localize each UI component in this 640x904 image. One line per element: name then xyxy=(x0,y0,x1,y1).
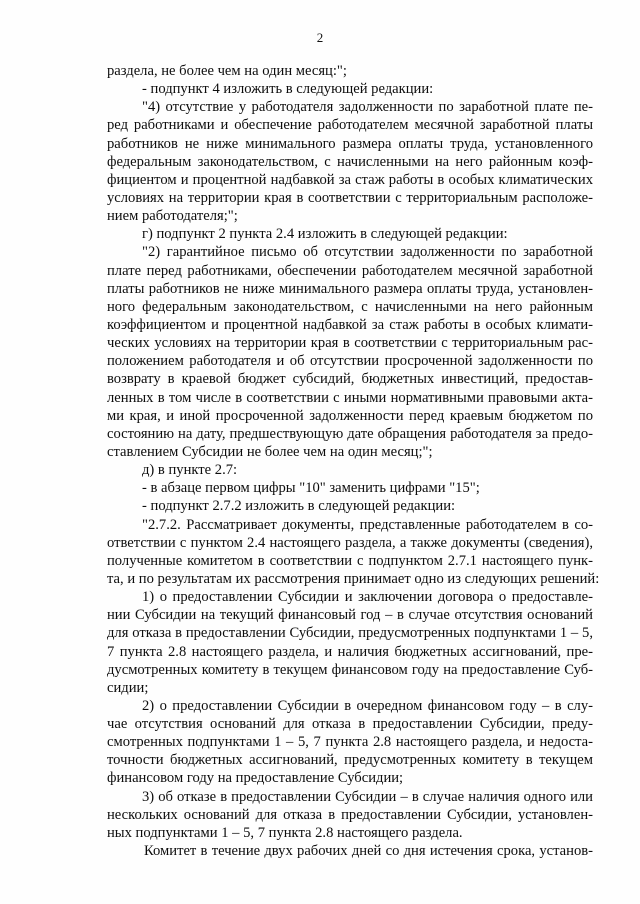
text-line: платы работников не ниже минимального размера оплаты труда, установлен- xyxy=(107,280,593,297)
text-line: ред работниками и обеспечение работодателем месячной заработной платы xyxy=(107,117,593,134)
text-line: положением работодателя и об отсутствии просроченной задолженности по xyxy=(107,353,593,370)
text-line: ставлением Субсидии не более чем на один месяц;"; xyxy=(107,443,433,460)
text-line: состоянию на дату, предшествующую дате обращения работодателя за предо- xyxy=(107,425,593,442)
text-line: фициентом и процентной надбавкой за стаж работы в особых климатических xyxy=(107,171,593,188)
text-line: "2) гарантийное письмо об отсутствии задолженности по заработной xyxy=(142,244,593,261)
text-line: нии Субсидии на текущий финансовый год – в случае отсутствия оснований xyxy=(107,607,593,624)
document-body xyxy=(107,62,600,860)
text-line: нескольких оснований для отказа в предоставлении Субсидии, установлен- xyxy=(107,806,593,823)
text-line: "2.7.2. Рассматривает документы, представленные работодателем в со- xyxy=(142,516,593,533)
text-line: работников не ниже минимального размера оплаты труда, установленного xyxy=(107,135,593,152)
text-line: федеральным законодательством, с начисленными на него районным коэф- xyxy=(107,153,593,170)
text-line: Комитет в течение двух рабочих дней со дня истечения срока, установ- xyxy=(144,843,593,860)
text-line: - подпункт 2.7.2 изложить в следующей редакции: xyxy=(142,498,456,515)
text-line: ответствии с пунктом 2.4 настоящего раздела, а также документы (сведения), xyxy=(107,534,593,551)
text-line: 3) об отказе в предоставлении Субсидии – в случае наличия одного или xyxy=(142,788,593,805)
text-line: "4) отсутствие у работодателя задолженности по заработной плате пе- xyxy=(142,99,593,116)
text-line: 2) о предоставлении Субсидии в очередном финансовом году – в слу- xyxy=(142,697,593,714)
text-line: ного федеральным законодательством, с начисленными на него районным xyxy=(107,298,593,315)
text-line: ленных в том числе в соответствии с иными нормативными правовыми акта- xyxy=(107,389,593,406)
text-line: - в абзаце первом цифры "10" заменить цифрами "15"; xyxy=(142,480,480,497)
text-line: полученные комитетом в соответствии с подпунктом 2.7.1 настоящего пунк- xyxy=(107,552,593,569)
text-line: сидии; xyxy=(107,679,149,696)
text-line: та, и по результатам их рассмотрения принимает одно из следующих решений: xyxy=(107,570,600,587)
text-line: д) в пункте 2.7: xyxy=(142,462,238,479)
text-line: точности бюджетных ассигнований, предусмотренных комитету в текущем xyxy=(107,752,593,769)
text-line: коэффициентом и процентной надбавкой за стаж работы в особых климати- xyxy=(107,316,593,333)
text-line: дусмотренных комитету в текущем финансовом году на предоставление Суб- xyxy=(107,661,593,678)
text-line: - подпункт 4 изложить в следующей редакции: xyxy=(142,81,434,98)
text-line: для отказа в предоставлении Субсидии, предусмотренных подпунктами 1 – 5, xyxy=(107,625,593,642)
text-line: смотренных подпунктами 1 – 5, 7 пункта 2.8 настоящего раздела, и недоста- xyxy=(107,734,593,751)
text-line: ми края, и иной просроченной задолженности перед краевым бюджетом по xyxy=(107,407,593,424)
text-line: возврату в краевой бюджет субсидий, бюджетных инвестиций, предостав- xyxy=(107,371,593,388)
text-line: нием работодателя;"; xyxy=(107,208,238,225)
text-line: раздела, не более чем на один месяц:"; xyxy=(107,63,347,79)
text-line: плате перед работниками, обеспечении работодателем месячной заработной xyxy=(107,262,593,279)
text-line: ных подпунктами 1 – 5, 7 пункта 2.8 настоящего раздела. xyxy=(107,824,463,841)
text-line: 1) о предоставлении Субсидии и заключении договора о предоставле- xyxy=(142,589,593,606)
text-line: г) подпункт 2 пункта 2.4 изложить в следующей редакции: xyxy=(142,226,508,243)
text-line: ческих условиях на территории края в соответствии с территориальным рас- xyxy=(107,335,593,352)
text-line: финансовом году на предоставление Субсидии; xyxy=(107,770,404,787)
text-line: чае отсутствия оснований для отказа в предоставлении Субсидии, преду- xyxy=(107,716,593,733)
page-number: 2 xyxy=(316,30,324,45)
text-line: условиях на территории края в соответствии с территориальным расположе- xyxy=(107,189,593,206)
text-line: 7 пункта 2.8 настоящего раздела, и наличия бюджетных ассигнований, пре- xyxy=(107,643,593,660)
